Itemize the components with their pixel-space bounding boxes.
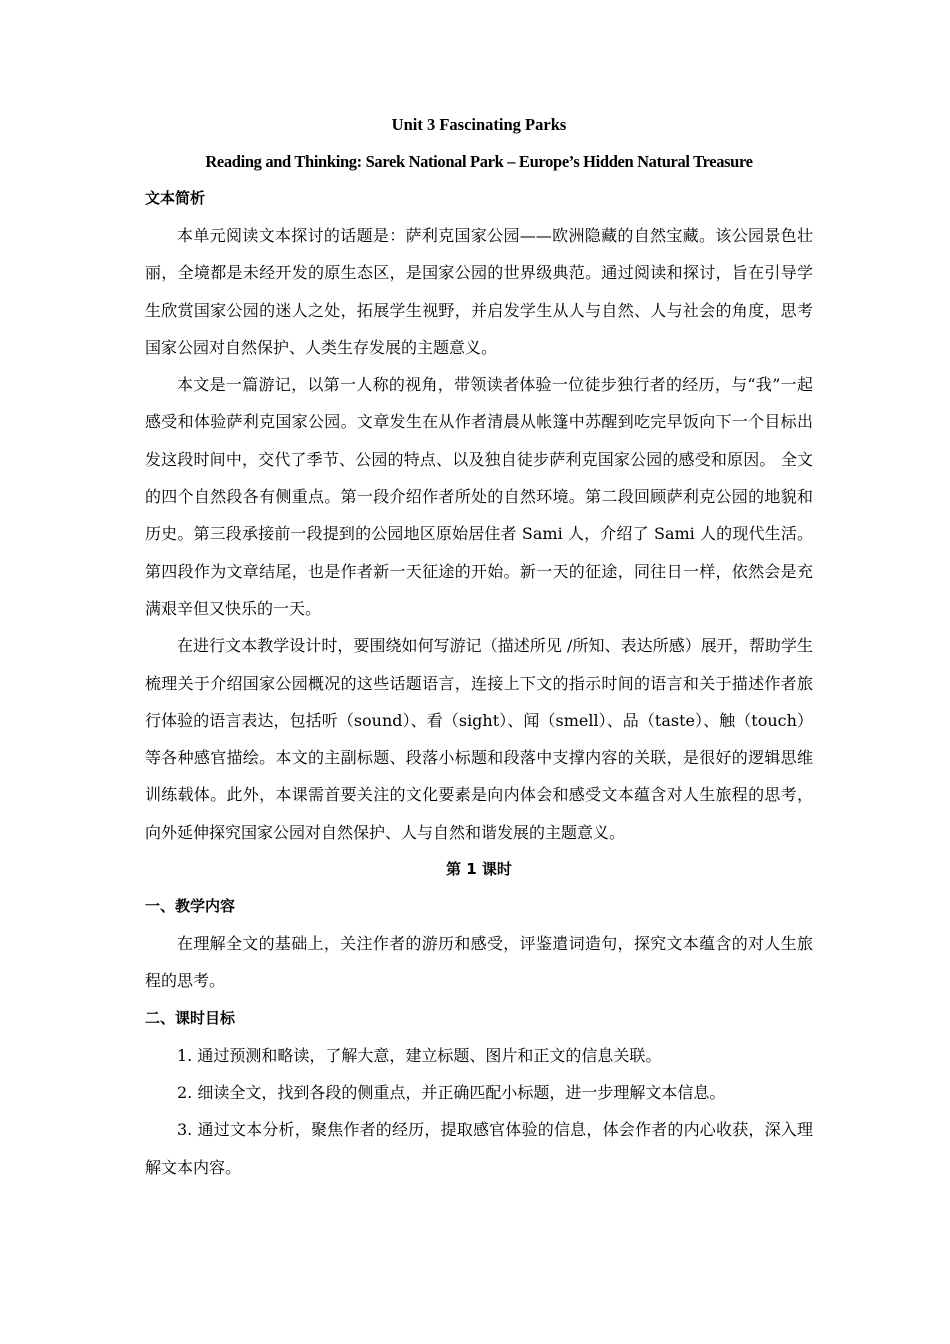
analysis-paragraph: 本文是一篇游记，以第一人称的视角，带领读者体验一位徒步独行者的经历，与“我”一起感受和体验萨利克国家公园。文章发生在从作者清晨从帐篷中苏醒到吃完早饭向下一个目标出发这段时间中，交代了季节、公园的特点、以及独自徒步萨利克国家公园的感受和原因。 全文的四个自然段各有侧重点。第一段介绍作者所处的自然环境。第二段回顾萨利克公园的地貌和历史。第三段承接前一段提到的公园地区原始居住者 Sami 人，介绍了 Sami 人的现代生活。第四段作为文章结尾，也是作者新一天征途的开始。新一天的征途，同往日一样，依然会是充满艰辛但又快乐的一天。 [145, 375, 813, 618]
goals-heading: 二、课时目标 [145, 1008, 236, 1027]
analysis-paragraph: 本单元阅读文本探讨的话题是：萨利克国家公园——欧洲隐藏的自然宝藏。该公园景色壮丽，全境都是未经开发的原生态区，是国家公园的世界级典范。通过阅读和探讨，旨在引导学生欣赏国家公园的迷人之处，拓展学生视野，并启发学生从人与自然、人与社会的角度，思考国家公园对自然保护、人类生存发展的主题意义。 [145, 226, 813, 357]
analysis-paragraph: 在进行文本教学设计时，要围绕如何写游记（描述所见 /所知、表达所感）展开，帮助学生梳理关于介绍国家公园概况的这些话题语言，连接上下文的指示时间的语言和关于描述作者旅行体验的语言表达，包括听（sound）、看（sight）、闻（smell）、品（taste）、触（touch）等各种感官描绘。本文的主副标题、段落小标题和段落中支撑内容的关联，是很好的逻辑思维训练载体。此外，本课需首要关注的文化要素是向内体会和感受文本蕴含对人生旅程的思考，向外延伸探究国家公园对自然保护、人与自然和谐发展的主题意义。 [145, 636, 813, 842]
analysis-heading: 文本简析 [145, 189, 206, 207]
content-heading: 一、教学内容 [145, 897, 236, 916]
unit-title: Unit 3 Fascinating Parks [391, 115, 567, 134]
goal-item: 2. 细读全文，找到各段的侧重点，并正确匹配小标题，进一步理解文本信息。 [177, 1082, 726, 1102]
document-page [145, 106, 813, 1186]
content-paragraph: 在理解全文的基础上，关注作者的游历和感受，评鉴遣词造句，探究文本蕴含的对人生旅程的思考。 [145, 934, 813, 991]
reading-subtitle: Reading and Thinking: Sarek National Park – Europe’s Hidden Natural Treasure [205, 152, 753, 171]
lesson-title: 第 1 课时 [446, 860, 512, 879]
goal-item: 1. 通过预测和略读，了解大意，建立标题、图片和正文的信息关联。 [177, 1045, 662, 1065]
goal-item: 3. 通过文本分析，聚焦作者的经历，提取感官体验的信息，体会作者的内心收获，深入理解文本内容。 [145, 1120, 813, 1177]
